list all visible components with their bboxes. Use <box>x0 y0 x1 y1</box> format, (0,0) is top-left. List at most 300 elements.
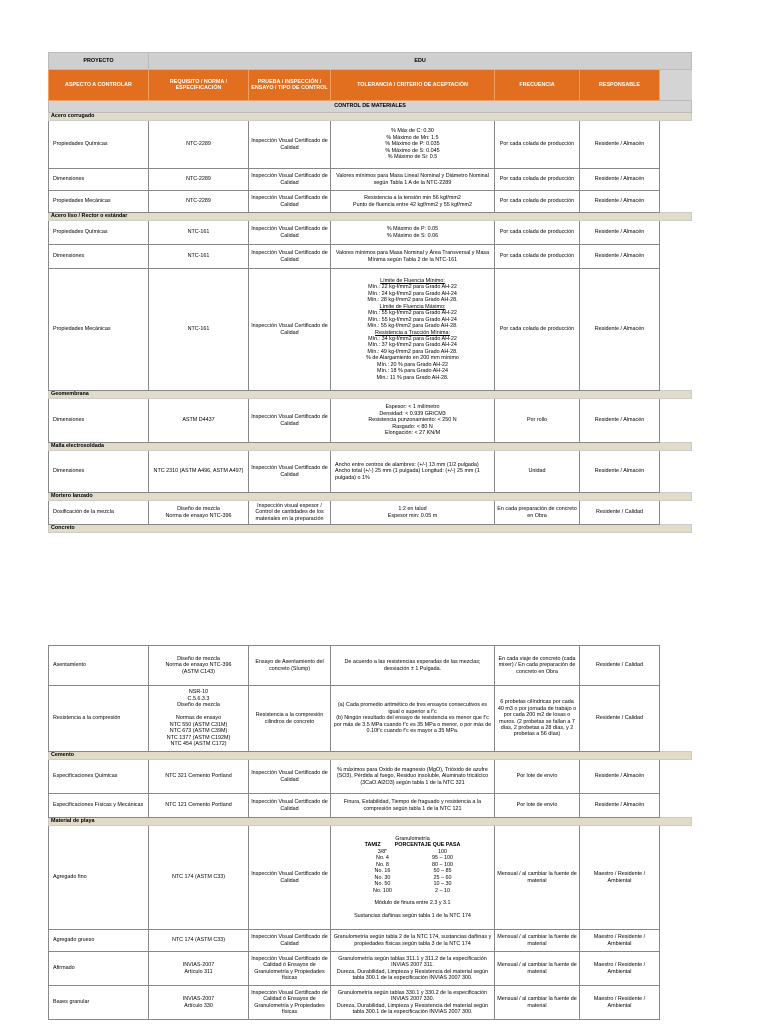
cell-line: Residente / Almacén <box>594 176 645 183</box>
control-materials-sheet-top <box>48 52 691 533</box>
cell-line: Mín.: 55 kg-f/mm2 para Grado AH-22 <box>368 310 457 317</box>
cell-line: Límite de Fluencia Mínimo: <box>380 277 445 284</box>
cell-line: Residente / Almacén <box>594 326 645 333</box>
cell-frecuencia <box>495 826 580 930</box>
cell-line: Inspección visual espesor / Control de cantidades de los materiales en la preparación <box>255 502 324 522</box>
cell-line: Ensayo de Asentamiento del concreto (Slump) <box>255 659 324 672</box>
cell-line: Dureza, Durabilidad, Limpieza y Resistencia del material según tabla 300.1 de la especificación INVIAS 2007 300. <box>336 1002 489 1015</box>
cell-line: Inspección Visual Certificado de Calidad <box>251 465 328 478</box>
cell-line: Mín.: 34 kg-f/mm2 para Grado AH-22 <box>368 335 457 342</box>
cell-spacer <box>660 826 692 930</box>
cell-line: % Máximo de S: 0.06 <box>386 232 439 239</box>
project-row <box>49 53 692 70</box>
cell-line: (b) Ningún resultado del ensayo de resistencia es menor que f’c por más de 3.5 MPa cuando f’c es 35 MPa o menor, o por más de 0.10f’c cuando f’c es mayor a 35 MPa. <box>333 715 492 735</box>
cell-line: Mín.: 22 kg-f/mm2 para Grado AH-22 <box>368 284 457 291</box>
cell-aspecto: Bases granular <box>49 986 149 1020</box>
cell-aspecto: Dosificación de la mezcla <box>49 501 149 525</box>
cell-aspecto: Dimensiones <box>49 451 149 493</box>
cell-norma <box>149 930 249 952</box>
cell-line: Por cada colada de producción <box>499 253 575 260</box>
column-header-row <box>49 70 692 101</box>
cell-line: Residente / Almacén <box>594 229 645 236</box>
table-row <box>49 121 692 169</box>
cell-norma <box>149 399 249 443</box>
cell-spacer <box>660 221 692 245</box>
cell-line: NTC 454 (ASTM C172) <box>170 741 227 748</box>
cell-line: Maestro / Residente / Ambiental <box>593 996 646 1009</box>
cell-line: NTC 2310 (ASTM A496, ASTM A497) <box>153 468 244 475</box>
category-label: Concreto <box>49 525 692 533</box>
table-row <box>49 221 692 245</box>
cell-tolerancia <box>331 794 495 818</box>
cell-responsable <box>580 451 660 493</box>
cell-responsable <box>580 245 660 269</box>
cell-norma <box>149 826 249 930</box>
cell-line: Inspección Visual Certificado de Calidad <box>251 195 328 208</box>
cell-frecuencia <box>495 121 580 169</box>
cell-tolerancia <box>331 121 495 169</box>
category-label: Geomembrana <box>49 391 692 399</box>
project-value: EDU <box>149 53 692 70</box>
cell-responsable <box>580 501 660 525</box>
cell-line: Límite de Fluencia Máximo: <box>379 303 446 310</box>
col-prueba: PRUEBA / INSPECCIÓN / ENSAYO / TIPO DE CONTROL <box>249 70 331 101</box>
table-row <box>49 191 692 213</box>
cell-frecuencia <box>495 646 580 686</box>
cell-prueba <box>249 191 331 213</box>
cell-line: % Máximo de Si: 0.5 <box>387 154 438 161</box>
category-row <box>49 818 692 826</box>
cell-line: Inspección Visual Certificado de Calidad ó Ensayos de Granulometría y Propiedades físicas <box>251 955 328 981</box>
cell-line: Mensual / al cambiar la fuente de material <box>497 962 577 975</box>
table-row <box>49 930 692 952</box>
cell-aspecto: Especificaciones Químicas <box>49 760 149 794</box>
cell-line: Inspección Visual Certificado de Calidad <box>251 934 328 947</box>
cell-line: Residente / Calidad <box>595 715 644 722</box>
cell-line: NSR-10 <box>188 689 209 696</box>
cell-norma <box>149 221 249 245</box>
cell-line: Valores mínimos para Masa Nominal y Área Transversal y Masa Mínima según Tabla 2 de la NTC-161 <box>335 250 490 263</box>
table-row <box>49 794 692 818</box>
cell-line: Inspección Visual Certificado de Calidad ó Ensayos de Granulometría y Propiedades físicas <box>251 989 328 1015</box>
cell-tolerancia <box>331 221 495 245</box>
cell-line: NTC-161 <box>187 229 210 236</box>
cell-line: INVIAS-2007 <box>182 996 215 1003</box>
cell-spacer <box>660 646 692 686</box>
cell-spacer <box>660 399 692 443</box>
table-row <box>49 501 692 525</box>
cell-aspecto: Dimensiones <box>49 399 149 443</box>
cell-line: Residente / Almacén <box>594 417 645 424</box>
cell-line: Residente / Almacén <box>594 198 645 205</box>
sieve: No. 50 <box>374 881 391 888</box>
cell-norma <box>149 121 249 169</box>
cell-frecuencia <box>495 952 580 986</box>
section-title: CONTROL DE MATERIALES <box>49 101 692 113</box>
materials-table-bottom <box>48 645 692 1020</box>
cell-line: 6 probetas cilíndricas por cada 40 m3 o por jornada de trabajo o por cada 200 m2 de losas o muros. (2 probetas se fallan a 7 días, 2 probetas a 28 días, y 2 probetas a 56 días) <box>497 699 577 738</box>
cell-line: Resistencia a la tensión min 56 kgf/mm2 <box>364 195 461 202</box>
cell-line: Ancho entre centros de alambres: (+/-) 13 mm (1/2 pulgada) Ancho total (+/-) 25 mm (1 pulgada) Longitud: (+/-) 25 mm (1 pulgada) o 1% <box>335 461 480 481</box>
cell-prueba <box>249 451 331 493</box>
cell-line: Mensual / al cambiar la fuente de material <box>497 996 577 1009</box>
cell-frecuencia <box>495 501 580 525</box>
granulometry-head-cell: PORCENTAJE QUE PASA <box>394 842 461 849</box>
cell-line: Norma de ensayo NTC-396 <box>165 662 232 669</box>
cell-line: Diseño de mezcla <box>177 655 220 662</box>
cell-responsable <box>580 986 660 1020</box>
cell-frecuencia <box>495 930 580 952</box>
cell-line: Por lote de envío <box>516 773 558 780</box>
cell-line: Punto de fluencia entre 42 kgf/mm2 y 55 kgf/mm2 <box>353 201 472 208</box>
table-row <box>49 169 692 191</box>
sieve: No. 16 <box>374 868 391 875</box>
cell-aspecto: Dimensiones <box>49 245 149 269</box>
control-materials-sheet-bottom <box>48 645 691 1020</box>
cell-prueba <box>249 245 331 269</box>
table-row <box>49 952 692 986</box>
cell-frecuencia <box>495 760 580 794</box>
cell-line: Inspección Visual Certificado de Calidad <box>251 414 328 427</box>
cell-tolerancia <box>331 686 495 752</box>
cell-line: Diseño de mezcla <box>177 702 220 709</box>
cell-spacer <box>660 501 692 525</box>
percent-pass: 25 – 60 <box>433 874 452 881</box>
cell-responsable <box>580 952 660 986</box>
cell-line: Por cada colada de producción <box>499 326 575 333</box>
cell-spacer <box>660 269 692 391</box>
cell-prueba <box>249 399 331 443</box>
cell-spacer <box>660 794 692 818</box>
cell-line: NTC-2289 <box>186 198 211 205</box>
table-row <box>49 399 692 443</box>
cell-tolerancia <box>331 399 495 443</box>
cell-spacer <box>660 686 692 752</box>
cell-line: Por cada colada de producción <box>499 229 575 236</box>
cell-line: Mín.: 11 % para Grado AH-28. <box>376 374 449 381</box>
sieve: No. 8 <box>376 861 389 868</box>
cell-line: Granulometría según tablas 330.1 y 330.2 de la especificación INVIAS 2007 330. <box>337 989 488 1003</box>
cell-line: Mensual / al cambiar la fuente de material <box>497 934 577 947</box>
cell-line: Residente / Almacén <box>594 773 645 780</box>
cell-line: Inspección Visual Certificado de Calidad <box>251 173 328 186</box>
cell-aspecto: Afirmado <box>49 952 149 986</box>
cell-line: Mín.: 24 kg-f/mm2 para Grado AH-24 <box>368 290 457 297</box>
cell-line: Mín.: 20 % para Grado AH-22 <box>376 361 448 368</box>
cell-aspecto: Propiedades Mecánicas <box>49 191 149 213</box>
cell-line: NTC 174 (ASTM C33) <box>171 874 226 881</box>
col-aspecto: ASPECTO A CONTROLAR <box>49 70 149 101</box>
category-label: Cemento <box>49 752 692 760</box>
cell-frecuencia <box>495 451 580 493</box>
cell-aspecto: Resistencia a la compresión <box>49 686 149 752</box>
cell-line: Maestro / Residente / Ambiental <box>593 871 646 884</box>
col-tolerancia: TOLERANCIA / CRITERIO DE ACEPTACIÓN <box>331 70 495 101</box>
cell-line: % máximos para Oxido de magnesio (MgO), Trióxido de azufre (SO3), Pérdida al fuego, Residuo insoluble, Aluminato tricálcico (3CaO.Al2O3) según tabla 1 de la NTC 321 <box>336 766 489 786</box>
category-row <box>49 752 692 760</box>
cell-line: En cada preparación de concreto en Obra <box>497 506 577 519</box>
percent-pass: 100 <box>438 848 447 855</box>
cell-tolerancia <box>331 451 495 493</box>
cell-tolerancia <box>331 760 495 794</box>
cell-spacer <box>660 952 692 986</box>
cell-line: ASTM D4437 <box>182 417 215 424</box>
col-frecuencia: FRECUENCIA <box>495 70 580 101</box>
cell-line: Artículo 330 <box>184 1002 213 1009</box>
project-label: PROYECTO <box>49 53 149 70</box>
cell-line: % Máximo de S: 0.045 <box>385 147 440 154</box>
cell-line: Por lote de envío <box>516 802 558 809</box>
cell-line: Resistencia a la compresión cilindros de concreto <box>255 712 324 725</box>
percent-pass: 80 – 100 <box>432 861 453 868</box>
table-row <box>49 451 692 493</box>
percent-pass: 2 – 10 <box>435 887 450 894</box>
cell-norma <box>149 760 249 794</box>
cell-responsable <box>580 191 660 213</box>
cell-line: % Máximo de P: 0.035 <box>385 141 440 148</box>
cell-tolerancia <box>331 930 495 952</box>
cell-line: Normas de ensayo <box>175 715 222 722</box>
cell-responsable <box>580 826 660 930</box>
cell-tolerancia <box>331 245 495 269</box>
cell-line: Por cada colada de producción <box>499 141 575 148</box>
cell-prueba <box>249 269 331 391</box>
cell-line: Mensual / al cambiar la fuente de material <box>497 871 577 884</box>
cell-frecuencia <box>495 169 580 191</box>
section-row <box>49 101 692 113</box>
cell-prueba <box>249 169 331 191</box>
cell-frecuencia <box>495 191 580 213</box>
cell-prueba <box>249 930 331 952</box>
cell-line: NTC 174 (ASTM C33) <box>171 937 226 944</box>
sieve: No. 30 <box>374 874 391 881</box>
cell-line: Inspección Visual Certificado de Calidad <box>251 770 328 783</box>
col-norma: REQUISITO / NORMA / ESPECIFICACIÓN <box>149 70 249 101</box>
cell-line: Residente / Almacén <box>594 468 645 475</box>
category-row <box>49 443 692 451</box>
cell-line: Inspección Visual Certificado de Calidad <box>251 226 328 239</box>
cell-norma <box>149 794 249 818</box>
cell-norma <box>149 686 249 752</box>
cell-line: % Máx de C: 0.30 <box>391 128 434 135</box>
category-row <box>49 525 692 533</box>
header-spacer <box>660 70 692 101</box>
cell-line: Inspección Visual Certificado de Calidad <box>251 250 328 263</box>
cell-line: Inspección Visual Certificado de Calidad <box>251 323 328 336</box>
cell-aspecto: Propiedades Químicas <box>49 121 149 169</box>
percent-pass: 50 – 85 <box>433 868 452 875</box>
cell-responsable <box>580 760 660 794</box>
cell-prueba <box>249 794 331 818</box>
cell-line: De acuerdo a las resistencias esperadas de las mezclas; desviación ± 1 Pulgada. <box>344 659 481 672</box>
cell-responsable <box>580 686 660 752</box>
cell-line: Residente / Almacén <box>594 802 645 809</box>
cell-line: Diseño de mezcla <box>177 506 220 513</box>
cell-line: Maestro / Residente / Ambiental <box>593 934 646 947</box>
cell-frecuencia <box>495 221 580 245</box>
cell-line: Mín.: 37 kg-f/mm2 para Grado AH-24 <box>368 342 457 349</box>
table-row <box>49 686 692 752</box>
cell-line: Mín.: 18 % para Grado AH-24 <box>376 368 448 375</box>
cell-line: NTC-161 <box>187 326 210 333</box>
cell-line: 1:2 en talud <box>398 506 427 513</box>
harmful-substances: Sustancias dañinas según tabla 1 de la NTC 174 <box>354 912 471 919</box>
cell-prueba <box>249 986 331 1020</box>
cell-line: Mín.: 55 kg-f/mm2 para Grado AH-24 <box>368 316 457 323</box>
cell-spacer <box>660 451 692 493</box>
cell-responsable <box>580 169 660 191</box>
cell-line: % Máximo de P: 0.05 <box>386 226 439 233</box>
cell-line: Inspección Visual Certificado de Calidad <box>251 138 328 151</box>
cell-norma <box>149 191 249 213</box>
cell-line: C.5.6.3.3 <box>187 695 210 702</box>
fineness-modulus: Módulo de finura entre 2.3 y 3.1 <box>374 900 451 907</box>
cell-line: Artículo 311 <box>184 968 213 975</box>
cell-line: Densidad: < 0.939 GR/CM3 <box>379 410 446 417</box>
cell-line: Mín.: 49 kg-f/mm2 para Grado AH-28. <box>367 348 458 355</box>
cell-norma <box>149 952 249 986</box>
cell-responsable <box>580 930 660 952</box>
table-row <box>49 646 692 686</box>
cell-aspecto: Agregado grueso <box>49 930 149 952</box>
cell-line: NTC 121 Cemento Portland <box>165 802 232 809</box>
cell-line: NTC 673 (ASTM C39M) <box>169 728 228 735</box>
cell-prueba <box>249 686 331 752</box>
cell-responsable <box>580 221 660 245</box>
sieve: No. 4 <box>376 855 389 862</box>
cell-prueba <box>249 121 331 169</box>
cell-line: NTC-161 <box>187 253 210 260</box>
cell-norma <box>149 646 249 686</box>
cell-norma <box>149 245 249 269</box>
cell-line: Unidad <box>528 468 546 475</box>
granulometry-block <box>333 836 492 919</box>
category-label: Malla electrosoldada <box>49 443 692 451</box>
cell-norma <box>149 269 249 391</box>
table-row <box>49 245 692 269</box>
cell-norma <box>149 169 249 191</box>
cell-line: Espesor: < 1 milímetro <box>385 404 440 411</box>
cell-prueba <box>249 221 331 245</box>
table-row <box>49 269 692 391</box>
cell-prueba <box>249 501 331 525</box>
cell-aspecto: Propiedades Mecánicas <box>49 269 149 391</box>
table-row <box>49 826 692 930</box>
cell-spacer <box>660 760 692 794</box>
cell-prueba <box>249 760 331 794</box>
sieve: 3/8" <box>377 848 388 855</box>
cell-tolerancia <box>331 986 495 1020</box>
cell-line: Inspección Visual Certificado de Calidad <box>251 799 328 812</box>
cell-frecuencia <box>495 269 580 391</box>
granulometry-row <box>333 888 492 894</box>
table-row <box>49 760 692 794</box>
cell-tolerancia <box>331 952 495 986</box>
cell-aspecto: Especificaciones Físicas y Mecánicas <box>49 794 149 818</box>
cell-spacer <box>660 169 692 191</box>
cell-responsable <box>580 646 660 686</box>
cell-line: Valores mínimos para Masa Lineal Nominal y Diámetro Nominal según Tabla 1 A de la NTC-2289 <box>336 173 489 186</box>
materials-table-top <box>48 52 692 533</box>
cell-line: Residente / Calidad <box>595 509 644 516</box>
cell-line: Mín.: 28 kg-f/mm2 para Grado AH-28. <box>367 297 458 304</box>
category-row <box>49 213 692 221</box>
cell-responsable <box>580 794 660 818</box>
cell-tolerancia <box>331 501 495 525</box>
cell-responsable <box>580 399 660 443</box>
cell-aspecto: Agregado fino <box>49 826 149 930</box>
cell-line: % Máximo de Mn: 1.5 <box>386 134 439 141</box>
percent-pass: 10 – 30 <box>433 881 452 888</box>
cell-line: % de Alargamiento en 200 mm mínimo <box>366 355 459 362</box>
category-label: Material de playa <box>49 818 692 826</box>
cell-line: Espesor min: 0.05 m <box>387 512 438 519</box>
cell-frecuencia <box>495 245 580 269</box>
cell-line: Inspección Visual Certificado de Calidad <box>251 871 328 884</box>
cell-frecuencia <box>495 794 580 818</box>
cell-line: Mín.: 55 kg-f/mm2 para Grado AH-28. <box>367 323 458 330</box>
category-row <box>49 113 692 121</box>
cell-line: Maestro / Residente / Ambiental <box>593 962 646 975</box>
cell-tolerancia <box>331 169 495 191</box>
cell-line: Resistencia punzonamiento: < 250 N <box>368 417 457 424</box>
category-label: Mortero lanzado <box>49 493 692 501</box>
cell-prueba <box>249 952 331 986</box>
cell-line: Granulometría según tablas 311.1 y 311.2 de la especificación INVIAS 2007 311. <box>338 955 487 969</box>
cell-line: NTC-2289 <box>186 176 211 183</box>
cell-frecuencia <box>495 399 580 443</box>
cell-line: (a) Cada promedio aritmético de tres ensayos consecutivos es igual o superior a f’c <box>337 702 488 715</box>
cell-line: Finura, Estabilidad, Tiempo de fraguado y resistencia a la compresión según tabla 1 de la NTC 121 <box>343 799 482 812</box>
cell-spacer <box>660 191 692 213</box>
cell-line: (ASTM C143) <box>182 668 215 675</box>
cell-tolerancia <box>331 191 495 213</box>
table-row <box>49 986 692 1020</box>
cell-tolerancia <box>331 646 495 686</box>
cell-line: Por cada colada de producción <box>499 198 575 205</box>
cell-norma <box>149 501 249 525</box>
cell-aspecto: Asentamiento <box>49 646 149 686</box>
cell-tolerancia <box>331 269 495 391</box>
cell-line: Por rollo <box>526 417 548 424</box>
cell-norma <box>149 451 249 493</box>
cell-frecuencia <box>495 986 580 1020</box>
category-row <box>49 493 692 501</box>
cell-responsable <box>580 121 660 169</box>
cell-line: Rasgado: < 80 N <box>392 423 433 430</box>
cell-line: Elongación: < 27 KN/M <box>384 430 441 437</box>
cell-line: NTC 321 Cemento Portland <box>165 773 232 780</box>
category-label: Acero corrugado <box>49 113 692 121</box>
cell-line: Residente / Almacén <box>594 253 645 260</box>
cell-aspecto: Dimensiones <box>49 169 149 191</box>
cell-line: Por cada colada de producción <box>499 176 575 183</box>
cell-tolerancia <box>331 826 495 930</box>
cell-prueba <box>249 646 331 686</box>
cell-line: INVIAS-2007 <box>182 962 215 969</box>
cell-spacer <box>660 245 692 269</box>
granulometry-head-cell: TAMIZ <box>364 842 381 849</box>
cell-line: Residente / Almacén <box>594 141 645 148</box>
cell-responsable <box>580 269 660 391</box>
cell-spacer <box>660 121 692 169</box>
cell-aspecto: Propiedades Químicas <box>49 221 149 245</box>
cell-spacer <box>660 986 692 1020</box>
cell-line: NTC 1377 (ASTM C192M) <box>166 734 231 741</box>
cell-norma <box>149 986 249 1020</box>
sieve: No. 100 <box>373 887 392 894</box>
cell-line: Granulometría según tabla 2 de la NTC 174, sustancias dañinas y propiedades físicas según tabla 3 de la NTC 174 <box>333 934 492 947</box>
